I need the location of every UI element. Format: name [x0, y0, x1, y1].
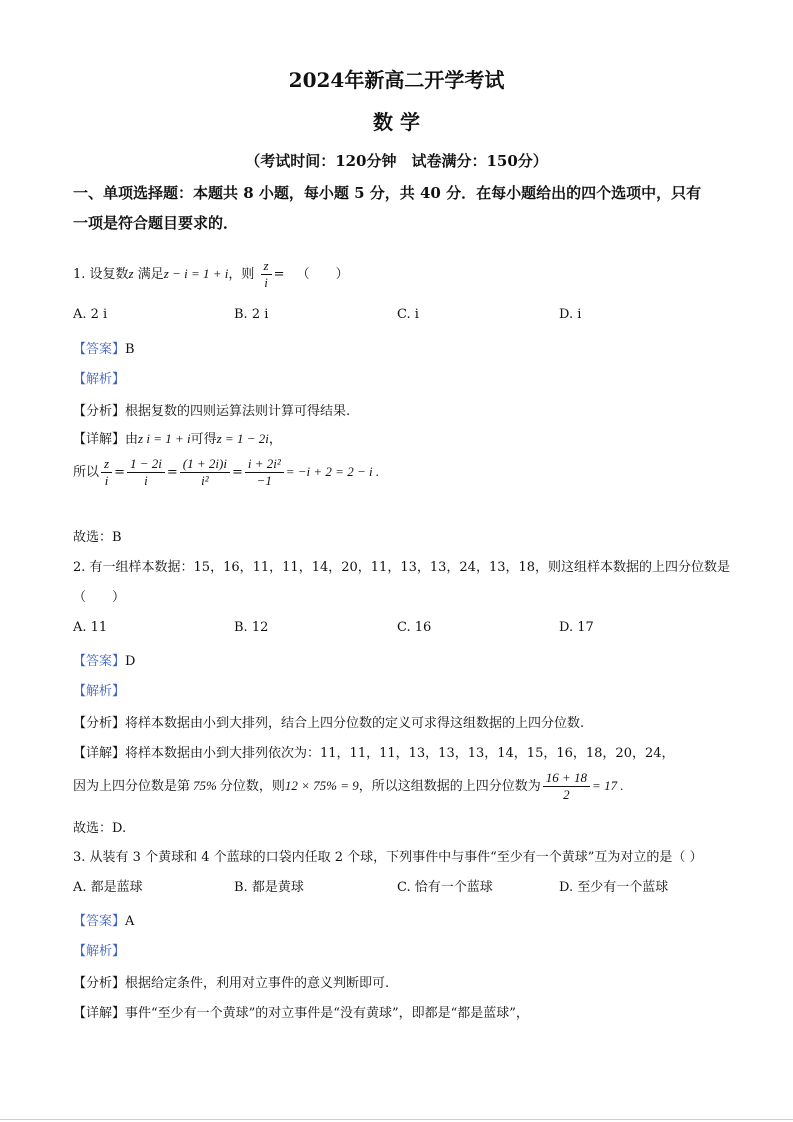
q1-calc-tail: = −i + 2 = 2 − i . — [285, 464, 380, 479]
q2-pct: 75% — [193, 778, 217, 793]
exam-title: 2024年新高二开学考试 — [288, 68, 505, 92]
q2-choose: D. — [112, 821, 127, 836]
q2-expr: 12 × 75% = 9 — [284, 778, 359, 793]
q1-calc-frac3-den: i² — [201, 473, 209, 488]
q2-answer: D — [125, 654, 136, 669]
q1-calc-frac4-den: −1 — [256, 473, 272, 488]
q3-detail: 事件“至少有一个黄球”的对立事件是“没有黄球”，即都是“都是蓝球”， — [125, 1006, 529, 1021]
q1-stem-c: ，则 — [228, 267, 255, 282]
q1-calc-frac3 — [180, 456, 230, 489]
q3-answer: A — [125, 914, 135, 929]
q2-option-c: C. 16 — [397, 620, 432, 635]
q1-calc-frac2 — [127, 456, 165, 489]
q2-line-c: ，所以这组数据的上四分位数为 — [358, 779, 541, 794]
detail-tag: 【详解】 — [73, 432, 126, 447]
q3-analysis-tag: 【解析】 — [73, 944, 126, 959]
q2-option-d: D. 17 — [559, 620, 594, 635]
choose-label: 故选： — [73, 821, 113, 836]
fenxi-tag: 【分析】 — [73, 404, 126, 419]
q2-detail-row — [73, 742, 675, 761]
answer-tag: 【答案】 — [73, 342, 126, 357]
q1-stem-b: 满足 — [137, 267, 164, 282]
q1-choose: B — [112, 530, 122, 545]
q1-paren: （ ） — [296, 267, 349, 282]
q1-calc-frac2-num: 1 − 2i — [127, 456, 165, 473]
q1-stem-a: 1. 设复数 — [73, 267, 129, 282]
q1-choose-row — [73, 526, 122, 545]
q2-detail: 将样本数据由小到大排列依次为：11，11，11，13，13，13，14，15，16，18，20，24， — [125, 746, 675, 761]
question-3-stem: 3. 从装有 3 个黄球和 4 个蓝球的口袋内任取 2 个球，下列事件中与事件“至少有一个黄球”互为对立的是（ ） — [73, 850, 703, 865]
fenxi-tag: 【分析】 — [73, 716, 126, 731]
q2-fenxi-row — [73, 712, 584, 731]
q2-line-a: 因为上四分位数是第 — [73, 779, 191, 794]
q1-option-b: B. 2 i — [234, 307, 269, 322]
q1-so-label: 所以 — [73, 465, 100, 480]
q2-frac — [543, 770, 590, 803]
subject-title: 数 学 — [373, 110, 420, 134]
q1-frac-num: z — [261, 258, 272, 275]
q1-eq: = — [273, 267, 285, 282]
q1-fenxi-row — [73, 400, 350, 419]
q3-detail-row — [73, 1002, 529, 1021]
question-1-stem — [73, 258, 349, 291]
q2-fenxi: 将样本数据由小到大排列，结合上四分位数的定义可求得这组数据的上四分位数. — [125, 716, 585, 731]
q1-answer-row — [73, 338, 135, 357]
q1-calc-frac2-den: i — [144, 473, 148, 488]
q3-answer-row — [73, 910, 134, 929]
q1-detail-expr1: z i = 1 + i — [138, 431, 191, 446]
q1-fraction — [261, 258, 272, 291]
q2-calc-row — [73, 770, 624, 803]
exam-info: （考试时间：120分钟 试卷满分：150分） — [245, 152, 548, 170]
q2-answer-row — [73, 650, 135, 669]
q1-detail-expr2: z = 1 − 2i — [216, 431, 269, 446]
q1-calc-frac1 — [101, 456, 112, 489]
q1-calc-frac4 — [245, 456, 284, 489]
q1-detail-c: ， — [268, 432, 282, 447]
q2-option-a: A. 11 — [73, 620, 108, 635]
q3-fenxi: 根据给定条件，利用对立事件的意义判断即可. — [125, 976, 390, 991]
q1-calc-frac3-num: (1 + 2i)i — [180, 456, 230, 473]
q1-detail-row — [73, 428, 282, 447]
q1-analysis-tag: 【解析】 — [73, 372, 126, 387]
q1-option-d: D. i — [559, 307, 582, 322]
q3-option-d: D. 至少有一个蓝球 — [559, 880, 669, 895]
fenxi-tag: 【分析】 — [73, 976, 126, 991]
q2-line-b: 分位数，则 — [219, 779, 285, 794]
q1-calc-frac1-num: z — [101, 456, 112, 473]
q1-calc-frac1-den: i — [104, 473, 109, 488]
detail-tag: 【详解】 — [73, 1006, 126, 1021]
q1-option-c: C. i — [397, 307, 419, 322]
q1-fenxi: 根据复数的四则运算法则计算可得结果. — [125, 404, 351, 419]
q1-calc-row: 所以 $\frac{z}{i}$ = $\frac{1 - 2i}{i}$ = $\frac{(1 + 2i)i}{\text{i²}}$ = $\frac{\text{i + 2i²}}{-1}$ = −i + 2 = 2 − i . — [73, 456, 380, 488]
q1-condition: z − i = 1 + i — [163, 266, 229, 281]
q3-option-c: C. 恰有一个蓝球 — [397, 880, 493, 895]
q3-fenxi-row — [73, 972, 389, 991]
q1-option-a: A. 2 i — [73, 307, 108, 322]
choose-label: 故选： — [73, 530, 113, 545]
q2-analysis-tag: 【解析】 — [73, 684, 126, 699]
detail-tag: 【详解】 — [73, 746, 126, 761]
q2-paren: （ ） — [73, 590, 126, 605]
q1-frac-den: i — [264, 275, 268, 290]
q1-var-z: z — [128, 266, 134, 281]
answer-tag: 【答案】 — [73, 914, 126, 929]
q1-detail-a: 由 — [125, 432, 139, 447]
section-heading-line1: 一、单项选择题：本题共 8 小题，每小题 5 分，共 40 分．在每小题给出的四个选项中，只有 — [73, 184, 702, 202]
page-bottom-divider — [0, 1119, 793, 1120]
section-heading-line2: 一项是符合题目要求的． — [73, 214, 239, 232]
q2-choose-row — [73, 817, 126, 836]
q1-detail-b: 可得 — [190, 432, 217, 447]
q2-frac-den: 2 — [563, 787, 570, 802]
q3-option-b: B. 都是黄球 — [234, 880, 304, 895]
question-2-stem: 2. 有一组样本数据：15，16，11，11，14，20，11，13，13，24，13，18，则这组样本数据的上四分位数是 — [73, 560, 731, 575]
q3-option-a: A. 都是蓝球 — [73, 880, 143, 895]
q1-answer: B — [125, 342, 135, 357]
q1-calc-frac4-num: i + 2i² — [245, 456, 284, 473]
answer-tag: 【答案】 — [73, 654, 126, 669]
q2-option-b: B. 12 — [234, 620, 269, 635]
q2-result: = 17 . — [592, 778, 624, 793]
q2-frac-num: 16 + 18 — [543, 770, 590, 787]
